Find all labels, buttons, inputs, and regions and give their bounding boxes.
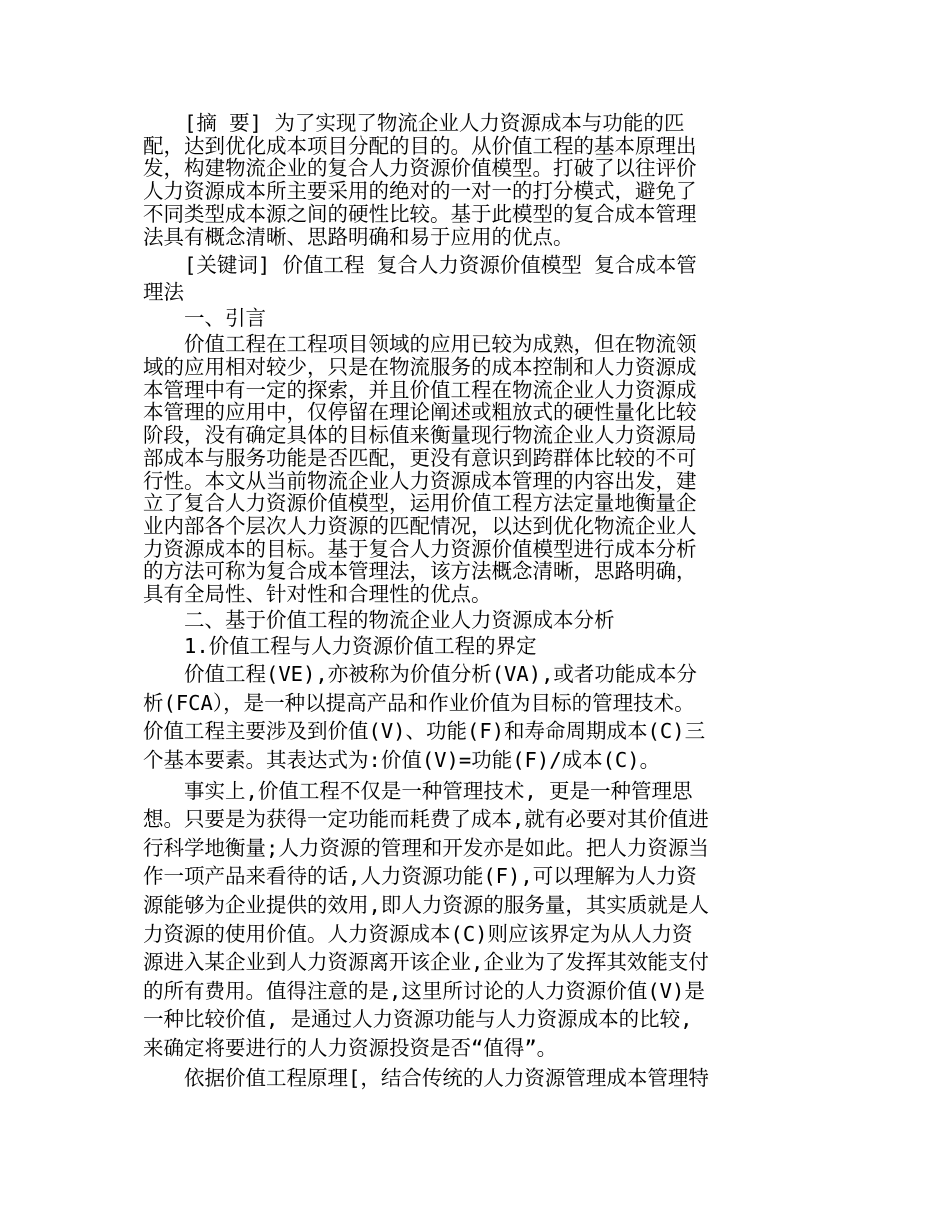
section2-para2-line: 作一项产品来看待的话,人力资源功能(F),可以理解为人力资 <box>143 864 697 889</box>
section1-line: 部成本与服务功能是否匹配，更没有意识到跨群体比较的不可 <box>143 445 697 470</box>
keywords-paragraph <box>143 254 743 303</box>
section1-line: 价值工程在工程项目领域的应用已较为成熟，但在物流领 <box>184 332 697 357</box>
abstract-line: [摘 要] 为了实现了物流企业人力资源成本与功能的匹 <box>184 111 685 135</box>
section2-paragraph-3 <box>143 1064 743 1093</box>
section2-para1-line: 价值工程主要涉及到价值(V)、功能(F)和寿命周期成本(C)三 <box>143 719 706 744</box>
section2-para3-line: 依据价值工程原理[，结合传统的人力资源管理成本管理特 <box>184 1066 709 1091</box>
section1-line: 具有全局性、针对性和合理性的优点。 <box>143 582 492 607</box>
section1-line: 力资源成本的目标。基于复合人力资源价值模型进行成本分析 <box>143 536 697 561</box>
section2-subtitle: 1.价值工程与人力资源价值工程的界定 <box>184 634 537 659</box>
section2-para2-line: 事实上,价值工程不仅是一种管理技术, 更是一种管理思 <box>184 778 693 803</box>
section1-line: 域的应用相对较少，只是在物流服务的成本控制和人力资源成 <box>143 355 697 380</box>
section2-para2-line: 力资源的使用价值。人力资源成本(C)则应该界定为从人力资 <box>143 921 693 946</box>
section2-paragraph-1 <box>143 660 743 774</box>
keywords-line: [关键词] 价值工程 复合人力资源价值模型 复合成本管 <box>184 253 697 278</box>
section2-para2-line: 想。只要是为获得一定功能而耗费了成本,就有必要对其价值进 <box>143 807 709 832</box>
section2-para1-line: 价值工程(VE),亦被称为价值分析(VA),或者功能成本分 <box>184 662 697 687</box>
section2-headings <box>143 609 743 658</box>
section1-line: 阶段，没有确定具体的目标值来衡量现行物流企业人力资源局 <box>143 423 697 448</box>
section2-para2-line: 源能够为企业提供的效用,即人力资源的服务量，其实质就是人 <box>143 892 709 917</box>
section1-line: 行性。本文从当前物流企业人力资源成本管理的内容出发，建 <box>143 468 697 493</box>
abstract-line: 不同类型成本源之间的硬性比较。基于此模型的复合成本管理 <box>143 201 697 226</box>
section2-title: 二、基于价值工程的物流企业人力资源成本分析 <box>184 607 615 632</box>
section1-line: 本管理中有一定的探索，并且价值工程在物流企业人力资源成 <box>143 377 697 402</box>
section2-para2-line: 来确定将要进行的人力资源投资是否“值得”。 <box>143 1035 558 1060</box>
section1-line: 业内部各个层次人力资源的匹配情况，以达到优化物流企业人 <box>143 513 697 538</box>
abstract-line: 配，达到优化成本项目分配的目的。从价值工程的基本原理出 <box>143 133 697 158</box>
section2-paragraph-2 <box>143 777 743 1063</box>
section2-para2-line: 一种比较价值, 是通过人力资源功能与人力资源成本的比较, <box>143 1007 693 1032</box>
section2-para2-line: 行科学地衡量;人力资源的管理和开发亦是如此。把人力资源当 <box>143 835 709 860</box>
section1-title: 一、引言 <box>184 305 266 330</box>
section2-para1-line: 析(FCA），是一种以提高产品和作业价值为目标的管理技术。 <box>143 690 695 715</box>
abstract-paragraph <box>143 112 743 248</box>
abstract-line: 发，构建物流企业的复合人力资源价值模型。打破了以往评价 <box>143 156 697 181</box>
section1 <box>143 307 743 606</box>
abstract-line: 人力资源成本所主要采用的绝对的一对一的打分模式，避免了 <box>143 179 697 204</box>
section2-para2-line: 的所有费用。值得注意的是,这里所讨论的人力资源价值(V)是 <box>143 978 705 1003</box>
abstract-line: 法具有概念清晰、思路明确和易于应用的优点。 <box>143 224 574 249</box>
section2-para1-line: 个基本要素。其表达式为:价值(V)=功能(F)/成本(C)。 <box>143 747 661 772</box>
section2-para2-line: 源进入某企业到人力资源离开该企业,企业为了发挥其效能支付 <box>143 950 709 975</box>
keywords-line: 理法 <box>143 279 184 304</box>
section1-line: 立了复合人力资源价值模型，运用价值工程方法定量地衡量企 <box>143 491 697 516</box>
section1-line: 的方法可称为复合成本管理法，该方法概念清晰，思路明确， <box>143 559 697 584</box>
document-page <box>143 112 743 1093</box>
section1-line: 本管理的应用中，仅停留在理论阐述或粗放式的硬性量化比较 <box>143 400 697 425</box>
